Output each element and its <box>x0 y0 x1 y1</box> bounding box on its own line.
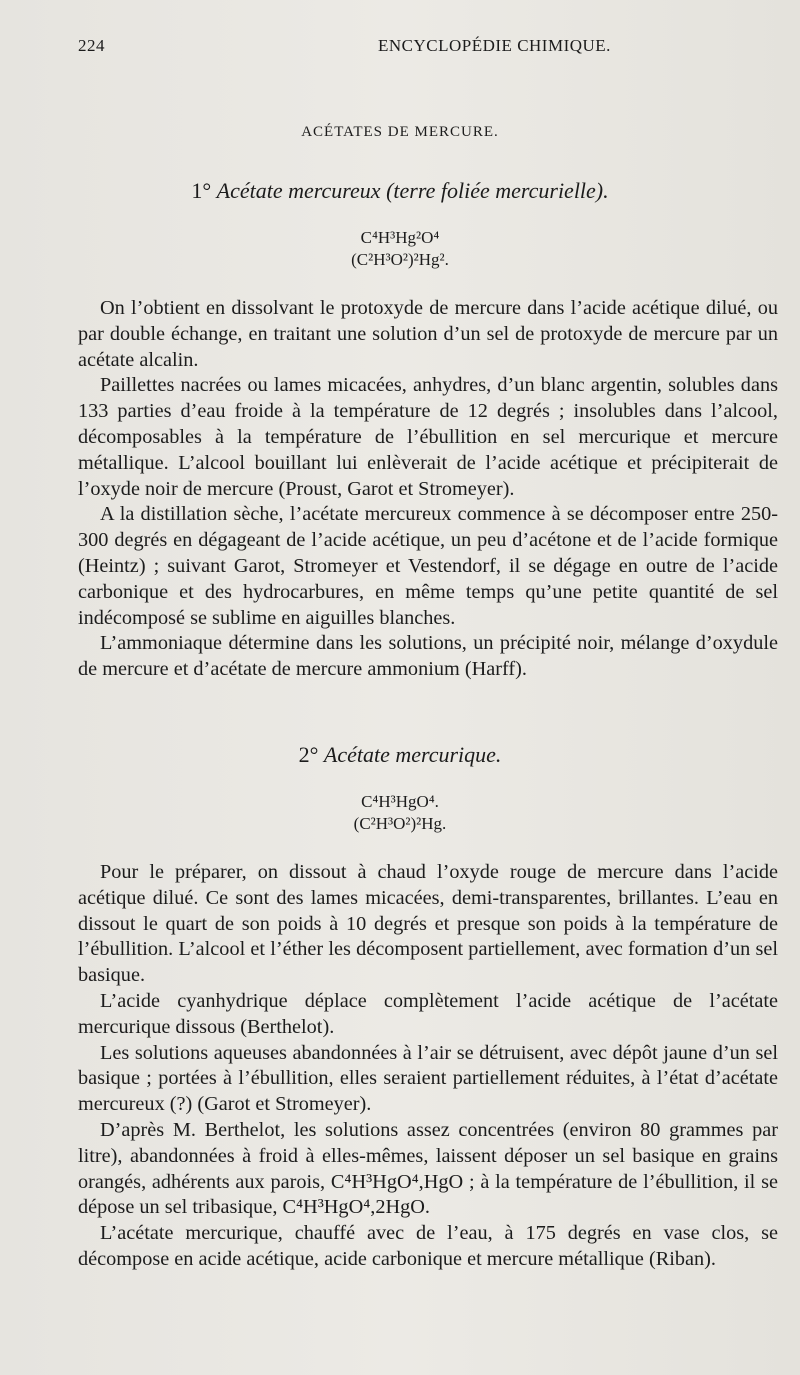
subsection-number: 2° <box>298 742 319 767</box>
subsection-alt-name: (terre foliée mercurielle). <box>386 178 609 203</box>
paragraph: A la distillation sèche, l’acétate mercureux commence à se décomposer entre 250-300 degrés en dégageant de l’acide acétique, un peu d’acétone et de l’acide formique (Heintz) ; suivant Garot, Stromeyer et Vestendorf, il se dégage en outre de l’acide carbonique et des hydrocarbures, en même temps qu’une petite quantité de sel indécomposé se sublime en aiguilles blanches. <box>78 503 778 629</box>
text-block-1 <box>78 296 778 683</box>
running-header <box>78 36 778 58</box>
formula-line: C⁴H³HgO⁴. <box>361 792 439 811</box>
paragraph: Les solutions aqueuses abandonnées à l’air se détruisent, avec dépôt jaune d’un sel basique ; portées à l’ébullition, elles seraient partiellement réduites, à l’état d’acétate mercureux (?) (Garot et Stromeyer). <box>78 1041 778 1116</box>
paragraph: L’ammoniaque détermine dans les solutions, un précipité noir, mélange d’oxydule de mercure et d’acétate de mercure ammonium (Harff). <box>78 632 778 681</box>
formula-line: (C²H³O²)²Hg². <box>351 250 449 269</box>
subsection-title: Acétate mercurique. <box>323 742 502 767</box>
paragraph: Paillettes nacrées ou lames micacées, anhydres, d’un blanc argentin, solubles dans 133 parties d’eau froide à la température de 12 degrés ; insolubles dans l’alcool, décomposables à la température de l’ébullition en sel mercurique et mercure métallique. L’alcool bouillant lui enlèverait de l’acide acétique et précipiterait de l’oxyde noir de mercure (Proust, Garot et Stromeyer). <box>78 374 778 500</box>
page-number: 224 <box>78 36 105 55</box>
paragraph: L’acétate mercurique, chauffé avec de l’eau, à 175 degrés en vase clos, se décompose en acide acétique, acide carbonique et mercure métallique (Riban). <box>78 1222 778 1270</box>
paragraph: D’après M. Berthelot, les solutions assez concentrées (environ 80 grammes par litre), abandonnées à froid à elles-mêmes, laissent déposer un sel basique en grains orangés, adhérents aux parois, C⁴H³HgO⁴,HgO ; à la température de l’ébullition, il se dépose un sel tribasique, C⁴H³HgO⁴,2HgO. <box>78 1118 778 1219</box>
paragraph: On l’obtient en dissolvant le protoxyde de mercure dans l’acide acétique dilué, ou par double échange, en traitant une solution d’un sel de protoxyde de mercure par un acétate alcalin. <box>78 297 778 371</box>
subsection-title: Acétate mercureux <box>216 178 381 203</box>
formula-line: (C²H³O²)²Hg. <box>353 814 447 833</box>
section-title: ACÉTATES DE MERCURE. <box>301 124 499 140</box>
formula-line: C⁴H³Hg²O⁴ <box>360 228 440 247</box>
text-block-2 <box>78 860 778 1273</box>
running-title: ENCYCLOPÉDIE CHIMIQUE. <box>378 36 611 55</box>
subsection-number: 1° <box>191 178 212 203</box>
paragraph: L’acide cyanhydrique déplace complètement l’acide acétique de l’acétate mercurique dissous (Berthelot). <box>78 989 778 1038</box>
subsection-heading-1 <box>0 178 800 204</box>
paragraph: Pour le préparer, on dissout à chaud l’oxyde rouge de mercure dans l’acide acétique dilué. Ce sont des lames micacées, demi-transparentes, brillantes. L’eau en dissout le quart de son poids à 10 degrés et presque son poids à la température de l’ébullition. L’alcool et l’éther les décomposent partiellement, avec formation d’un sel basique. <box>78 861 778 987</box>
subsection-heading-2 <box>0 742 800 768</box>
